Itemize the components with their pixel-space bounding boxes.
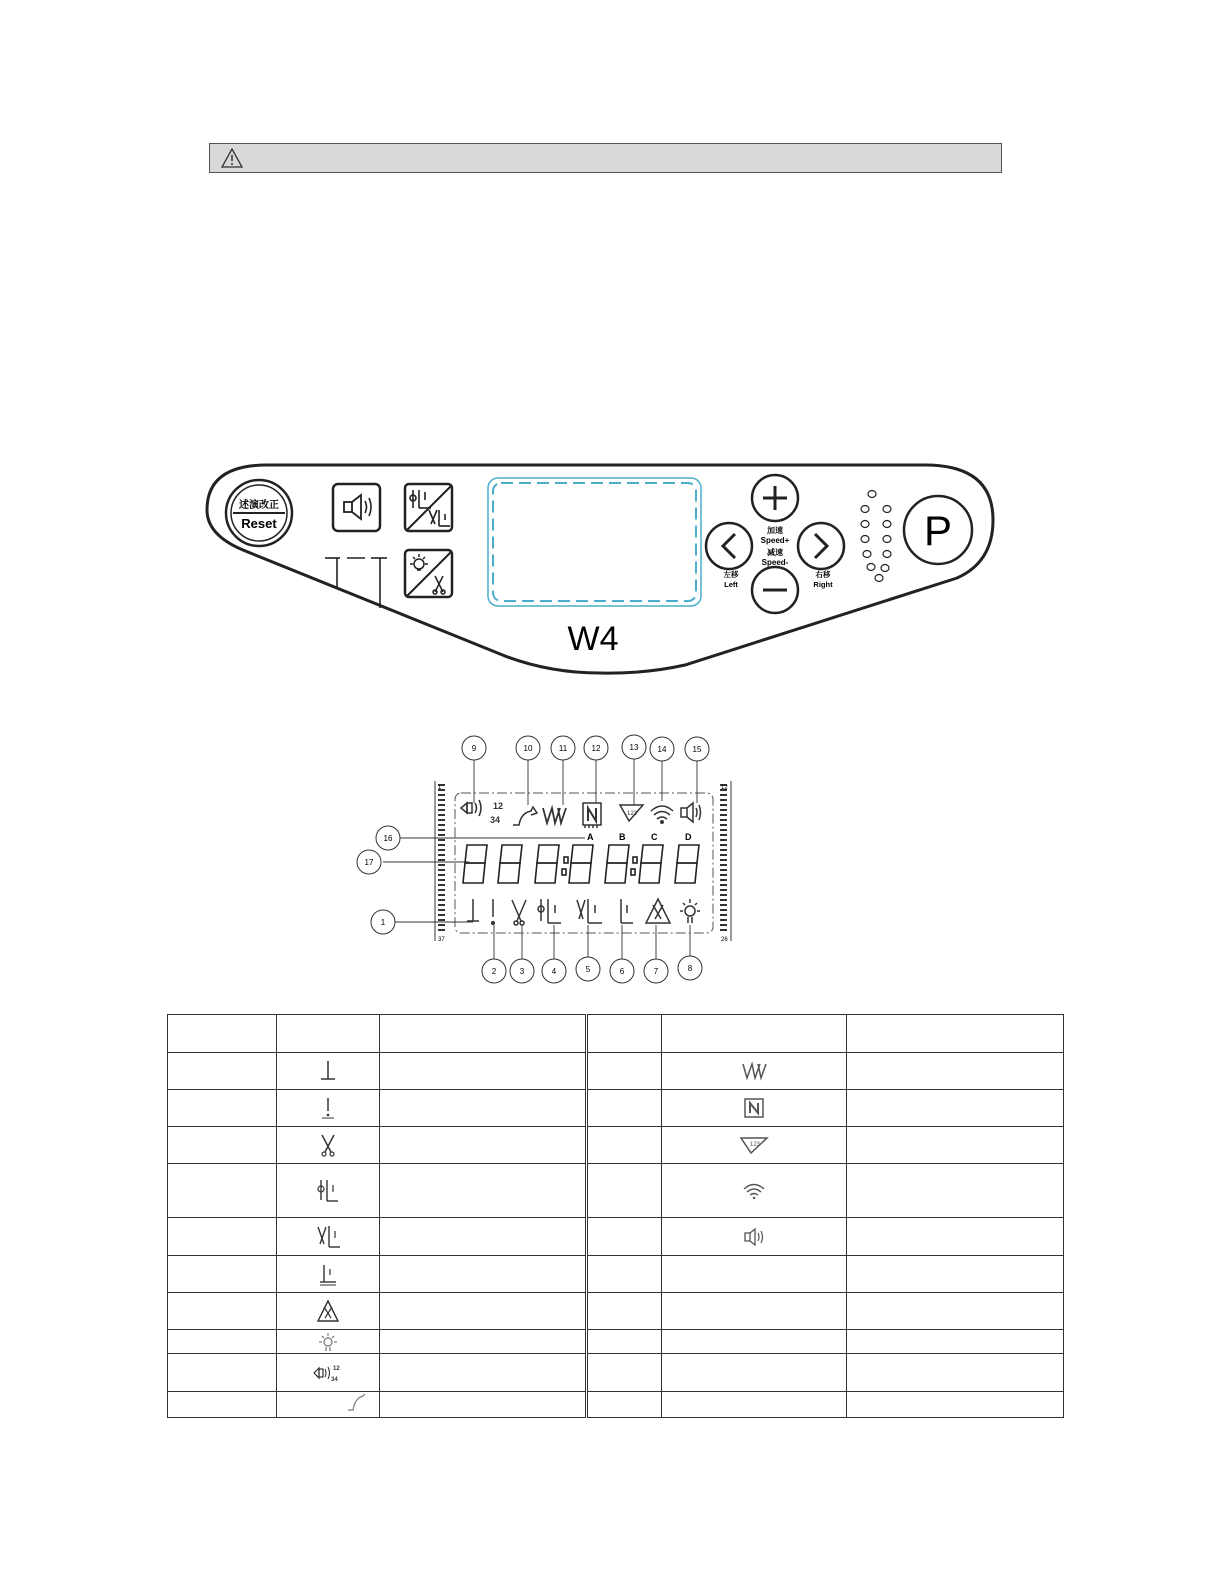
needle-up-icon	[467, 899, 479, 921]
presser-foot-icon	[316, 1262, 340, 1286]
callout-2	[482, 959, 506, 983]
speed-plus-en: Speed+	[760, 536, 790, 545]
table-row	[168, 1090, 1064, 1127]
svg-text:9: 9	[471, 744, 477, 753]
model-label: W4	[567, 620, 619, 658]
svg-text:15: 15	[692, 745, 702, 754]
soft-start-curve-icon	[345, 1392, 367, 1412]
scissors-icon	[317, 1133, 339, 1157]
n-box-icon	[743, 1097, 765, 1119]
svg-text:7: 7	[653, 967, 659, 976]
warning-triangle-icon	[220, 147, 244, 169]
svg-text:1: 1	[380, 918, 386, 927]
callout-4	[542, 959, 566, 983]
digit-2	[498, 845, 522, 883]
lcd-edge-ticks-left	[438, 785, 445, 930]
wifi-icon	[742, 1181, 766, 1201]
svg-text:123: 123	[750, 1142, 761, 1148]
edge-left-bottom: 37	[438, 937, 445, 943]
table-row	[168, 1256, 1064, 1293]
svg-text:5: 5	[585, 965, 591, 974]
svg-text:10: 10	[523, 744, 533, 753]
needle-down-icon	[316, 1096, 340, 1120]
callout-10	[516, 736, 540, 760]
callout-17	[357, 850, 381, 874]
callout-6	[610, 959, 634, 983]
table-row	[168, 1218, 1064, 1256]
digit-7	[675, 845, 699, 883]
speaker-icon	[743, 1227, 765, 1247]
callout-16	[376, 826, 400, 850]
callout-11	[551, 736, 575, 760]
digit-4	[569, 845, 593, 883]
seven-segment-digits	[463, 845, 699, 883]
warning-bar	[209, 143, 1002, 173]
foot-lift-after-trim-icon	[538, 899, 561, 923]
digit-5	[605, 845, 629, 883]
svg-text:16: 16	[383, 834, 393, 843]
edge-right-top: 12	[721, 785, 728, 791]
table-row	[168, 1392, 1064, 1418]
svg-text:12: 12	[333, 1365, 340, 1372]
svg-text:123: 123	[627, 811, 638, 817]
needle-up-icon	[316, 1059, 340, 1083]
table-row	[168, 1015, 1064, 1053]
callout-7	[644, 959, 668, 983]
speed-minus-cn: 减速	[767, 548, 783, 557]
table-row	[168, 1354, 1064, 1392]
speaker-icon	[681, 803, 701, 822]
callout-13	[622, 735, 646, 759]
digit-1	[463, 845, 487, 883]
svg-text:11: 11	[558, 744, 568, 753]
segment-label-d: D	[685, 832, 692, 842]
segment-label-a: A	[587, 832, 594, 842]
count-sound-icon	[461, 800, 481, 816]
table-row	[168, 1164, 1064, 1218]
reset-en-label: Reset	[241, 516, 277, 531]
warning-scissors-icon	[316, 1299, 340, 1323]
table-row	[168, 1330, 1064, 1354]
digit-6	[639, 845, 663, 883]
callout-5	[576, 957, 600, 981]
reset-cn-label: 述演改正	[239, 500, 279, 511]
svg-text:12: 12	[591, 744, 601, 753]
light-icon	[680, 899, 700, 923]
svg-text:14: 14	[657, 745, 667, 754]
zigzag-icon	[543, 808, 566, 823]
svg-text:3: 3	[519, 967, 525, 976]
n-box-icon	[583, 803, 601, 828]
scissors-icon	[512, 900, 526, 925]
triangle-counter-icon	[739, 1135, 769, 1155]
lcd-diagram	[355, 733, 740, 988]
svg-text:4: 4	[551, 967, 557, 976]
left-cn: 左移	[723, 570, 739, 579]
segment-label-c: C	[651, 832, 658, 842]
speed-minus-en: Speed-	[761, 558, 789, 567]
svg-text:8: 8	[687, 964, 693, 973]
callout-14	[650, 737, 674, 761]
callout-12	[584, 736, 608, 760]
triangle-counter-icon	[620, 805, 643, 821]
count-bottom: 34	[490, 815, 501, 825]
foot-lift-after-trim-icon	[316, 1178, 340, 1204]
table-row	[168, 1127, 1064, 1164]
wifi-icon	[651, 806, 673, 823]
segment-label-b: B	[619, 832, 626, 842]
presser-foot-icon	[621, 899, 633, 923]
table-row	[168, 1293, 1064, 1330]
count-sound-icon	[312, 1362, 344, 1384]
icon-legend-table	[167, 1014, 1064, 1418]
callout-3	[510, 959, 534, 983]
zigzag-icon	[740, 1061, 768, 1081]
right-en: Right	[813, 580, 833, 589]
edge-right-bottom: 26	[721, 937, 728, 943]
needle-down-icon	[492, 899, 495, 924]
digit-3	[535, 845, 559, 883]
soft-start-curve-icon	[513, 807, 537, 825]
trim-foot-lift-icon	[577, 899, 602, 923]
warning-scissors-icon	[646, 899, 670, 923]
svg-text:2: 2	[491, 967, 497, 976]
callout-9	[462, 736, 486, 760]
right-cn: 右移	[815, 570, 831, 579]
svg-text:34: 34	[331, 1376, 338, 1383]
svg-text:13: 13	[629, 743, 639, 752]
callout-1	[371, 910, 395, 934]
callout-15	[685, 737, 709, 761]
callout-8	[678, 956, 702, 980]
control-panel	[205, 460, 997, 680]
svg-text:6: 6	[619, 967, 625, 976]
trim-foot-lift-icon	[315, 1224, 341, 1250]
lcd-edge-ticks-right	[720, 785, 727, 930]
svg-text:17: 17	[364, 858, 374, 867]
table-row	[168, 1053, 1064, 1090]
p-label: P	[923, 507, 953, 554]
speed-plus-cn: 加速	[767, 526, 783, 535]
count-top: 12	[493, 801, 504, 811]
light-icon	[317, 1332, 339, 1352]
left-en: Left	[724, 580, 738, 589]
edge-left-top: 1	[438, 785, 442, 791]
callout-leaders	[380, 759, 697, 961]
